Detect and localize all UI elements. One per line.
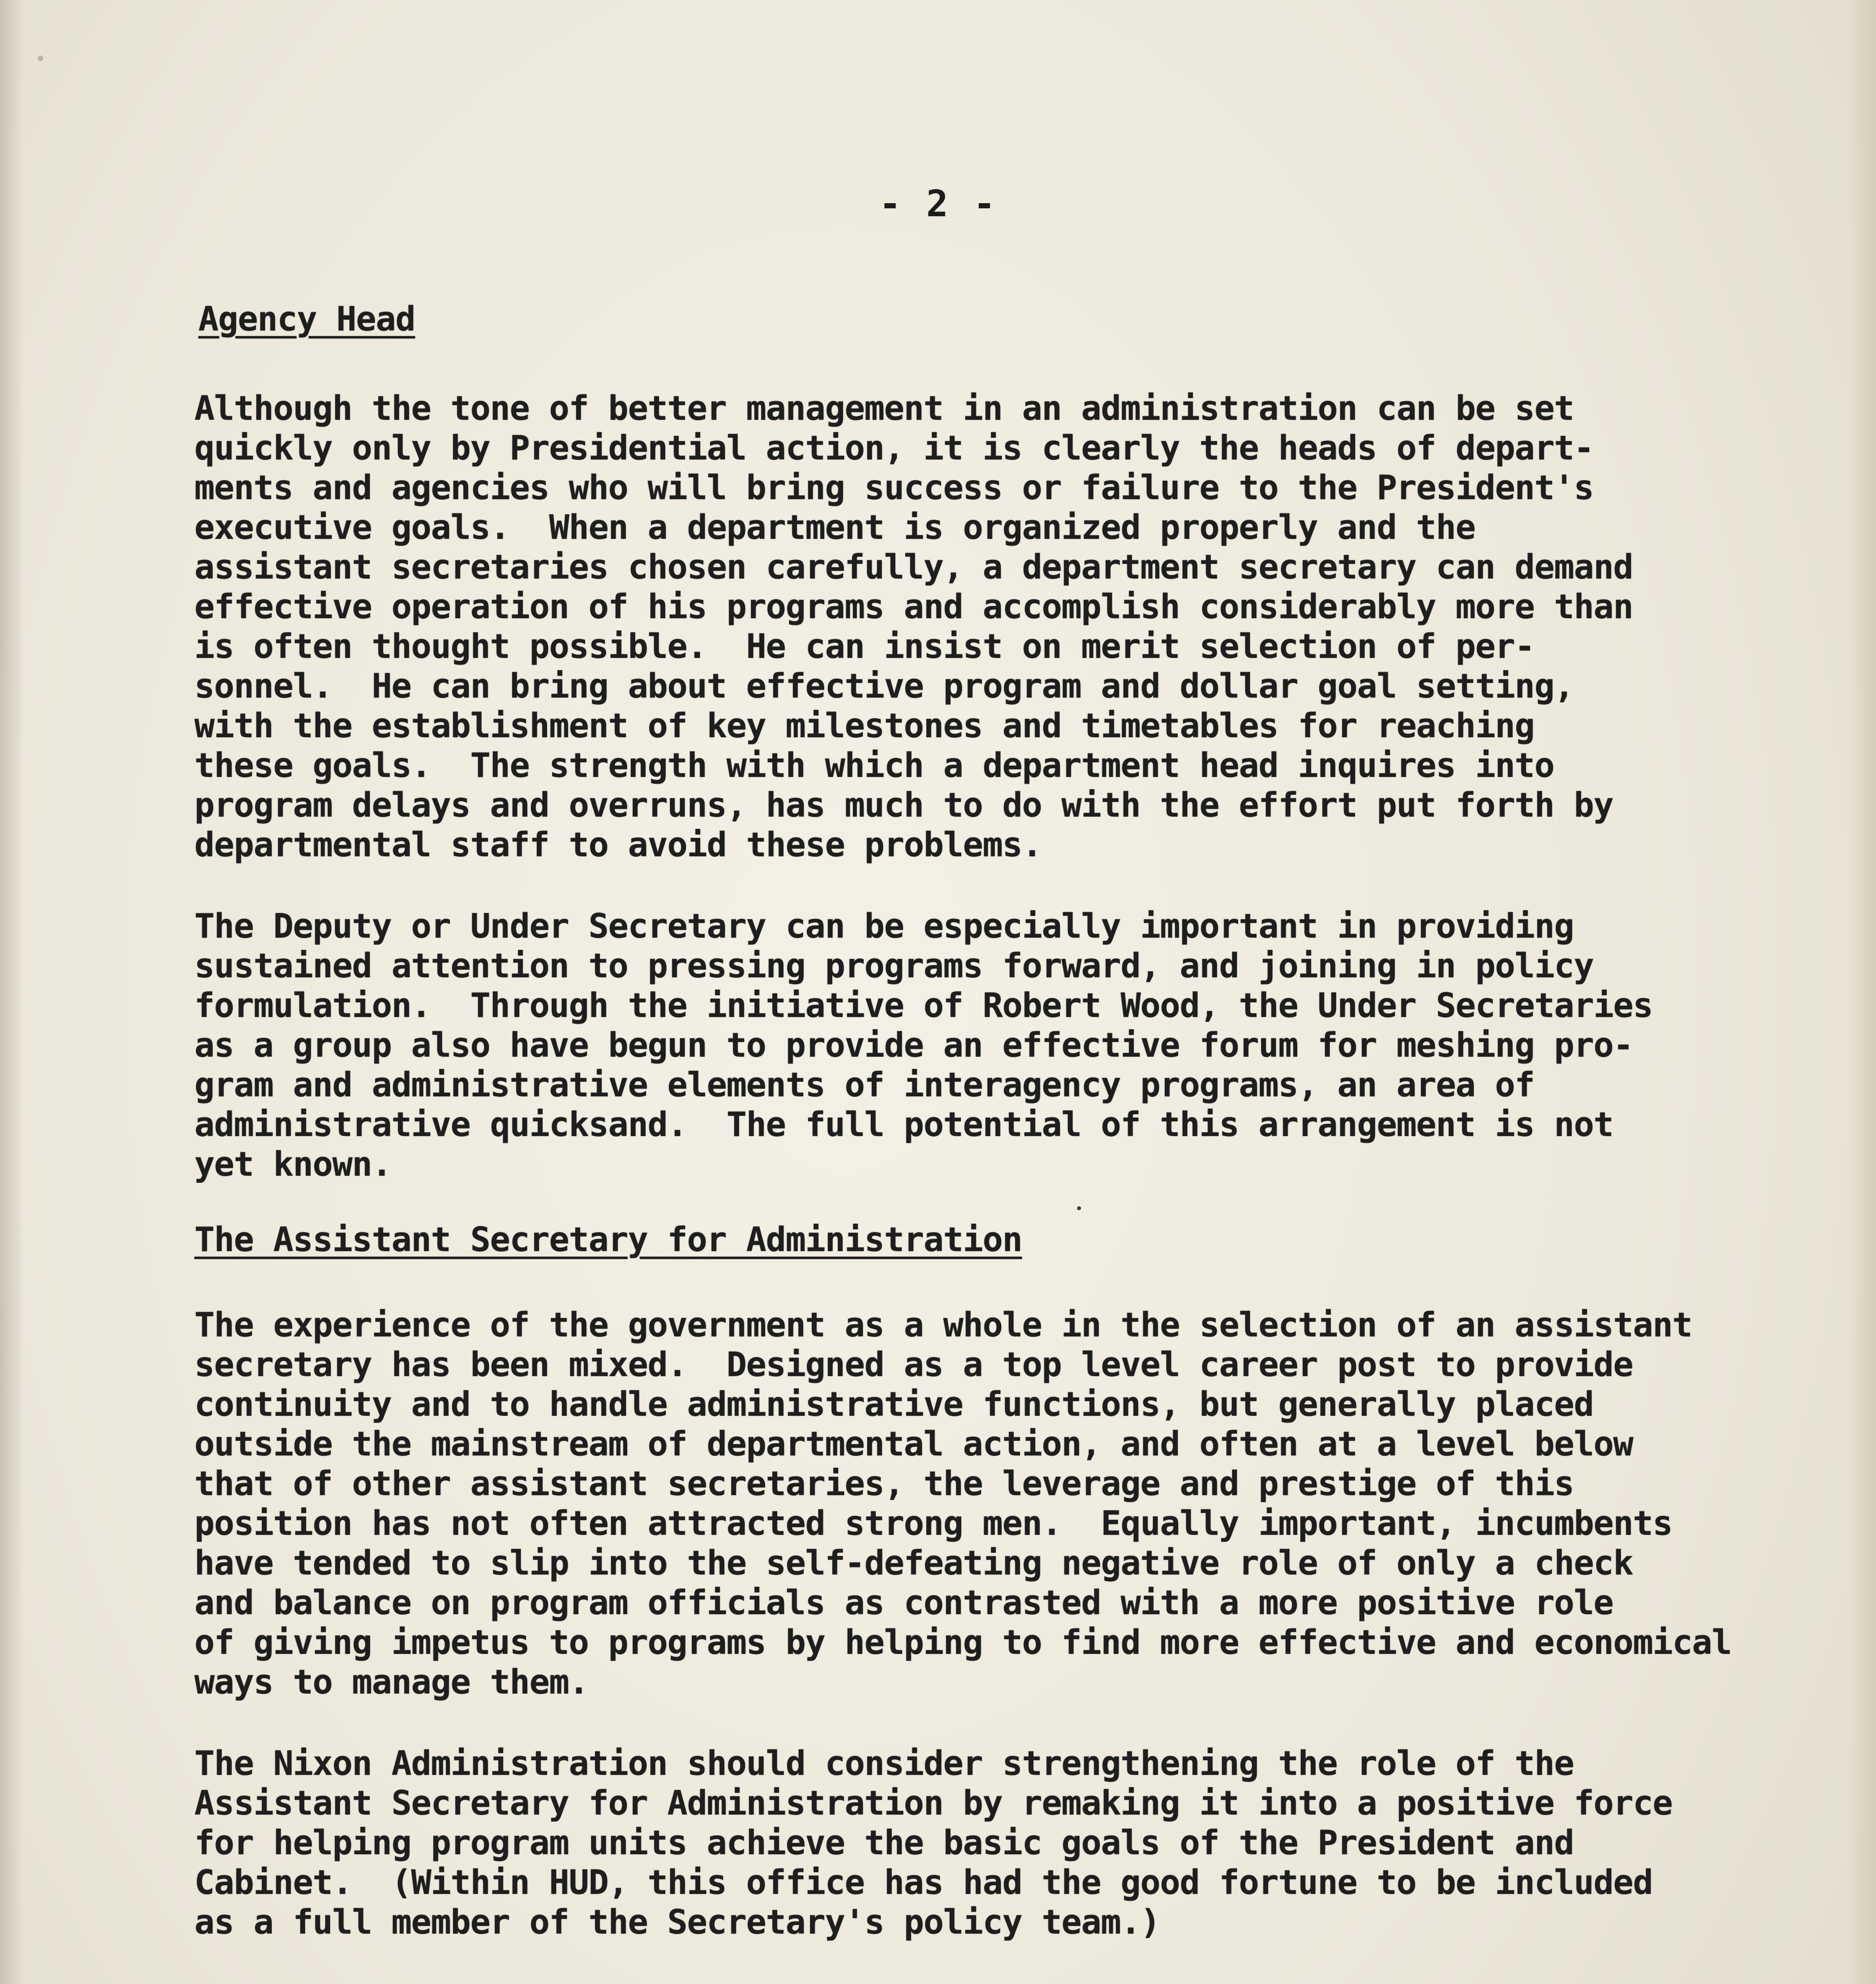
section-heading-assistant-secretary: The Assistant Secretary for Administration <box>194 1220 1022 1259</box>
paragraph-agency-head-2: The Deputy or Under Secretary can be especially important in providing sustained attention to pressing programs forward, and joining in policy formulation. Through the initiative of Robert Wood, the Under Secretaries as a group also have begun to provide an effective forum for meshing pro- gram and administrative elements of interagency programs, an area of administrative quicksand. The full potential of this arrangement is not yet known. <box>194 907 1653 1184</box>
page-number: - 2 - <box>879 183 997 225</box>
paragraph-assistant-secretary-1: The experience of the government as a whole in the selection of an assistant secretary has been mixed. Designed as a top level career post to provide continuity and to handle administrative functions, but generally placed outside the mainstream of departmental action, and often at a level below that of other assistant secretaries, the leverage and prestige of this position has not often attracted strong men. Equally important, incumbents have tended to slip into the self-defeating negative role of only a check and balance on program officials as contrasted with a more positive role of giving impetus to programs by helping to find more effective and economical ways to manage them. <box>194 1305 1732 1702</box>
section-heading-agency-head: Agency Head <box>198 300 415 339</box>
stray-ink-dot <box>1077 1206 1081 1210</box>
paragraph-agency-head-1: Although the tone of better management in an administration can be set quickly only by Presidential action, it is clearly the heads of depart- ments and agencies who will bring success or failure to the President's executive goals. When a department is organized properly and the assistant secretaries chosen carefully, a department secretary can demand effective operation of his programs and accomplish considerably more than is often thought possible. He can insist on merit selection of per- sonnel. He can bring about effective program and dollar goal setting, with the establishment of key milestones and timetables for reaching these goals. The strength with which a department head inquires into program delays and overruns, has much to do with the effort put forth by departmental staff to avoid these problems. <box>194 389 1633 865</box>
paragraph-assistant-secretary-2: The Nixon Administration should consider strengthening the role of the Assistant Secretary for Administration by remaking it into a positive force for helping program units achieve the basic goals of the President and Cabinet. (Within HUD, this office has had the good fortune to be included as a full member of the Secretary's policy team.) <box>194 1744 1672 1942</box>
punch-hole-mark <box>38 56 43 61</box>
